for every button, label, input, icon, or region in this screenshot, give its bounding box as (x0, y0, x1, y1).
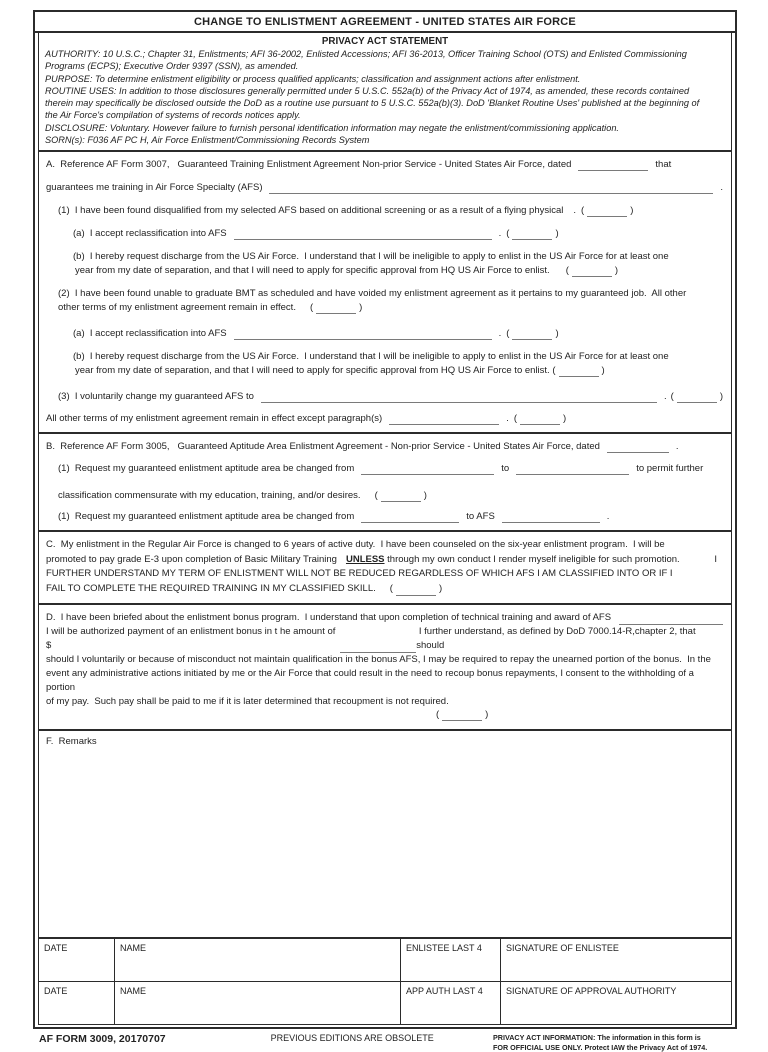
privacy-act-statement (39, 33, 731, 152)
enlistee-name-cell[interactable] (115, 939, 401, 982)
paren-close: ) (359, 302, 363, 314)
privacy-info-line1: PRIVACY ACT INFORMATION: The information in this form is (493, 1033, 701, 1043)
initials-paren (671, 390, 723, 403)
form-footer (33, 1029, 737, 1052)
section-a-reference-line (46, 158, 723, 171)
paren-close: ) (601, 365, 605, 377)
c-text3: FURTHER UNDERSTAND MY TERM OF ENLISTMENT WILL NOT BE REDUCED REGARDLESS OF WHICH AFS I AM CLASSIFIED INTO OR IF I (46, 568, 673, 580)
enlistee-signature-label: SIGNATURE OF ENLISTEE (506, 943, 619, 954)
paren-open: ( (374, 490, 378, 502)
privacy-line: SORN(s): F036 AF PC H, Air Force Enlistment/Commissioning Records System (45, 135, 370, 146)
section-a-reference-text: A. Reference AF Form 3007, Guaranteed Training Enlistment Agreement Non-prior Service - United States Air Force, dated (46, 159, 572, 171)
afs-blank[interactable] (269, 183, 713, 194)
initials-blank[interactable] (520, 414, 560, 425)
section-d-line3 (46, 653, 723, 667)
dated-blank[interactable] (607, 442, 669, 453)
privacy-line: ROUTINE USES: In addition to those disclosures generally permitted under 5 U.S.C. 552a(b) of the Privacy Act of 1974, as amended, these records contained (45, 85, 690, 96)
paren-close: ) (485, 709, 489, 721)
paren-open: ( (670, 391, 674, 403)
section-d-line4 (46, 667, 723, 695)
enlistee-last4-cell[interactable] (401, 939, 501, 982)
app-auth-last4-label: APP AUTH LAST 4 (406, 986, 483, 997)
c-text4: FAIL TO COMPLETE THE REQUIRED TRAINING IN MY CLASSIFIED SKILL. (46, 582, 376, 594)
initials-paren (375, 489, 427, 502)
d-text2-pre: I will be authorized payment of an enlistment bonus in t he amount of $ (46, 626, 339, 652)
section-b (39, 434, 731, 532)
item1b-text2: year from my date of separation, and that I will need to apply for specific approval from HQ US Air Force to enlist. (75, 265, 550, 277)
unless-emphasis: UNLESS (345, 553, 385, 565)
paren-close: ) (555, 228, 559, 240)
period: . (573, 205, 577, 217)
initials-paren (506, 327, 558, 340)
section-d-line5 (46, 695, 723, 709)
c-text2-end: I (714, 553, 717, 565)
privacy-line: AUTHORITY: 10 U.S.C.; Chapter 31, Enlistments; AFI 36-2002, Enlisted Accessions; AFI 36-2013, Officer Training School (OTS) and Enlisted Commissioning (45, 49, 687, 59)
section-c (39, 532, 731, 605)
paren-close: ) (562, 413, 567, 425)
item2b-text1: (b) I hereby request discharge from the US Air Force. I understand that I will be ineligible to apply to enlist in the US Air Force for at least one (73, 351, 669, 363)
item1a-text: (a) I accept reclassification into AFS (73, 228, 227, 240)
bonus-afs-blank[interactable] (619, 614, 723, 625)
d-text5: of my pay. Such pay shall be paid to me if it is later determined that recoupment is not required. (46, 696, 449, 708)
paren-open: ( (506, 328, 510, 340)
paragraphs-blank[interactable] (389, 414, 499, 425)
c-text2-post: through my own conduct I render myself ineligible for such promotion. (384, 553, 680, 565)
form-body (38, 33, 732, 1025)
initials-blank[interactable] (512, 229, 552, 240)
enlistee-date-cell[interactable] (39, 939, 115, 982)
initials-blank[interactable] (572, 266, 612, 277)
item1b-text1: (b) I hereby request discharge from the US Air Force. I understand that I will be ineligible to apply to enlist in the US Air Force for at least one (73, 251, 669, 263)
paren-open: ( (513, 413, 517, 425)
initials-paren (581, 204, 633, 217)
previous-editions-note: PREVIOUS EDITIONS ARE OBSOLETE (270, 1033, 434, 1044)
guarantee-text: guarantees me training in Air Force Specialty (AFS) (46, 182, 263, 194)
b1-text2: classification commensurate with my education, training, and/or desires. (58, 490, 361, 502)
item4-text: All other terms of my enlistment agreement remain in effect except paragraph(s) (46, 413, 383, 425)
initials-blank[interactable] (559, 366, 599, 377)
form-page (33, 10, 737, 1052)
paren-open: ( (581, 205, 585, 217)
privacy-line: therein may specifically be disclosed outside the DoD as a routine use pursuant to 5 U.S.C. 552a(b)(3). DoD 'Blanket Routine Uses' published at the beginning of (45, 98, 700, 109)
paren-open: ( (389, 582, 393, 594)
afs-change-blank[interactable] (261, 392, 657, 403)
dated-blank[interactable] (578, 160, 648, 171)
date-label: DATE (44, 986, 68, 997)
paren-close: ) (630, 205, 634, 217)
section-c-line3 (46, 567, 723, 582)
privacy-act-information (493, 1033, 733, 1052)
period: . (506, 413, 509, 425)
section-b-item1-line2 (46, 489, 723, 502)
paren-close: ) (719, 391, 723, 403)
item2-text2: other terms of my enlistment agreement remain in effect. (58, 302, 296, 314)
section-d (39, 605, 731, 731)
section-a-reference-that: that (655, 159, 672, 171)
approval-last4-cell[interactable] (401, 982, 501, 1024)
b2-text: (1) Request my guaranteed enlistment aptitude area be changed from (58, 511, 355, 523)
initials-paren (310, 301, 362, 314)
item2-text1: (2) I have been found unable to graduate BMT as scheduled and have voided my enlistment agreement as it pertains to my guaranteed job. All other (58, 288, 687, 300)
form-number: AF FORM 3009, 20170707 (39, 1033, 166, 1046)
b2-to: to AFS (466, 511, 495, 523)
item2b-text2: year from my date of separation, and that I will need to apply for specific approval from HQ US Air Force to enlist. (75, 365, 553, 377)
initials-blank[interactable] (381, 491, 421, 502)
b1-end: to permit further (636, 463, 704, 475)
section-a-item2-line2 (46, 301, 723, 314)
enlistee-signature-cell[interactable] (501, 939, 731, 982)
section-b-item2 (46, 510, 723, 523)
section-c-line2 (46, 553, 723, 568)
item3-text: (3) I voluntarily change my guaranteed AFS to (58, 391, 254, 403)
section-a-guarantee-line (46, 181, 723, 194)
paren-open: ( (506, 228, 510, 240)
section-b-reference-line (46, 440, 723, 453)
d-text2-post: I further understand, as defined by DoD 7000.14-R,chapter 2, that should (416, 626, 699, 652)
b1-to: to (501, 463, 510, 475)
privacy-info-line2: FOR OFFICIAL USE ONLY. Protect IAW the Privacy Act of 1974. (493, 1042, 708, 1052)
initials-paren (552, 364, 604, 377)
section-d-line1 (46, 611, 723, 625)
period: . (720, 182, 723, 194)
form-border (33, 10, 737, 1029)
initials-paren (390, 582, 442, 597)
period: . (498, 228, 502, 240)
initials-blank[interactable] (677, 392, 717, 403)
section-c-line1 (46, 538, 723, 553)
approval-name-cell[interactable] (115, 982, 401, 1024)
item2a-text: (a) I accept reclassification into AFS (73, 328, 227, 340)
initials-paren (436, 709, 488, 721)
initials-blank[interactable] (442, 710, 482, 721)
approval-signature-label: SIGNATURE OF APPROVAL AUTHORITY (506, 986, 677, 997)
period: . (498, 328, 502, 340)
c-text1: C. My enlistment in the Regular Air Force is changed to 6 years of active duty. I have been counseled on the six-year enlistment program. I will be (46, 539, 665, 551)
aptitude-afs-blank[interactable] (502, 512, 600, 523)
remarks-label: F. Remarks (46, 736, 97, 748)
initials-blank[interactable] (396, 585, 436, 596)
privacy-line: DISCLOSURE: Voluntary. However failure to furnish personal identification information may negate the enlistment/commissioning application. (45, 122, 619, 133)
aptitude-to-blank[interactable] (516, 464, 629, 475)
section-a-item2-line1 (46, 287, 723, 300)
section-d-initials-line (46, 709, 723, 722)
d-text3: should I voluntarily or because of misconduct not maintain qualification in the bonus AFS, I may be required to repay the unearned portion of the bonus. In the (46, 654, 711, 666)
initials-paren (514, 412, 566, 425)
c-text2-pre: promoted to pay grade E-3 upon completion of Basic Military Training (46, 553, 337, 565)
aptitude-from-blank[interactable] (361, 512, 459, 523)
paren-close: ) (614, 265, 619, 277)
initials-blank[interactable] (587, 206, 627, 217)
paren-open: ( (436, 709, 440, 721)
initials-paren (506, 227, 558, 240)
initials-paren (566, 264, 618, 277)
section-c-line4 (46, 582, 723, 597)
section-a-item2b-line1 (46, 350, 723, 363)
section-a-item2b-line2 (46, 364, 723, 377)
reclass-afs-blank[interactable] (234, 329, 492, 340)
paren-close: ) (423, 490, 427, 502)
remarks-area[interactable] (39, 731, 731, 939)
section-a-item3 (46, 390, 723, 403)
privacy-line: PURPOSE: To determine enlistment eligibility or process qualified applicants; classification and assignment actions after enlistment. (45, 73, 581, 84)
privacy-line: Programs (ECPS); Executive Order 9397 (SSN), as amended. (45, 61, 299, 72)
initials-blank[interactable] (316, 303, 356, 314)
section-a-item2a (46, 327, 723, 340)
name-label: NAME (120, 986, 147, 997)
section-b-reference-text: B. Reference AF Form 3005, Guaranteed Aptitude Area Enlistment Agreement - Non-prior Service - United States Air Force, dated (46, 441, 600, 453)
approval-date-cell[interactable] (39, 982, 115, 1024)
paren-open: ( (552, 365, 556, 377)
enlistee-last4-label: ENLISTEE LAST 4 (406, 943, 482, 954)
section-a-item1b-line1 (46, 250, 723, 263)
section-a-item4 (46, 412, 723, 425)
section-a-item1a (46, 227, 723, 240)
section-a-item1 (46, 204, 723, 217)
paren-close: ) (555, 328, 559, 340)
aptitude-from-blank[interactable] (361, 464, 494, 475)
signature-table (39, 939, 731, 1024)
item1-text: (1) I have been found disqualified from my selected AFS based on additional screening or as a result of a flying physical (58, 205, 564, 217)
privacy-title: PRIVACY ACT STATEMENT (321, 36, 449, 47)
bonus-amount-blank[interactable] (340, 642, 416, 653)
form-title: CHANGE TO ENLISTMENT AGREEMENT - UNITED STATES AIR FORCE (35, 12, 735, 33)
section-a (39, 152, 731, 434)
period: . (675, 441, 679, 453)
d-text4: event any administrative actions initiated by me or the Air Force that could result in the need to recoup bonus repayments, I consent to the withholding of a portion (46, 668, 697, 694)
b1-text: (1) Request my guaranteed enlistment aptitude area be changed from (58, 463, 355, 475)
paren-open: ( (565, 265, 569, 277)
section-b-item1-line1 (46, 462, 723, 475)
privacy-line: the Air Force's compilation of systems of records notices apply. (45, 110, 301, 121)
date-label: DATE (44, 943, 68, 954)
initials-blank[interactable] (512, 329, 552, 340)
reclass-afs-blank[interactable] (234, 229, 492, 240)
d-text1: D. I have been briefed about the enlistment bonus program. I understand that upon completion of technical training and award of AFS (46, 612, 612, 624)
name-label: NAME (120, 943, 147, 954)
paren-close: ) (438, 582, 443, 594)
section-d-line2 (46, 625, 723, 653)
paren-open: ( (309, 302, 314, 314)
approval-signature-cell[interactable] (501, 982, 731, 1024)
period: . (606, 511, 610, 523)
period: . (664, 391, 667, 403)
section-a-item1b-line2 (46, 264, 723, 277)
